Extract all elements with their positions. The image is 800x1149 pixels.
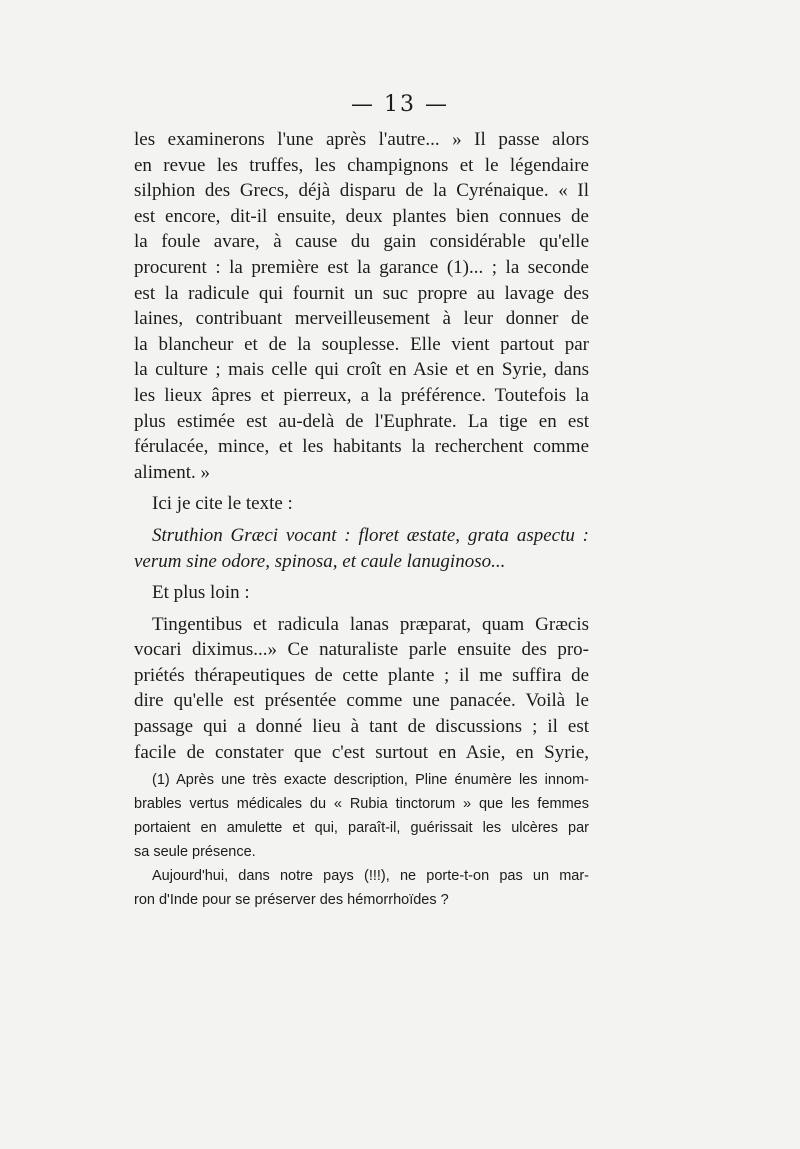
latin-quote-line: Struthion Græci vocant : floret æstate, grata aspectu : <box>152 524 589 546</box>
body-text <box>134 127 589 765</box>
text-line: passage qui a donné lieu à tant de discussions ; il est <box>134 716 589 738</box>
text-line: plus estimée est au-delà de l'Euphrate. La tige en est <box>134 410 589 432</box>
latin-quote-line: Tingentibus et radicula lanas præparat, quam Græcis <box>152 613 589 635</box>
text-line: est encore, dit-il ensuite, deux plantes bien connues de <box>134 205 589 227</box>
text-line: la culture ; mais celle qui croît en Asie et en Syrie, dans <box>134 359 589 381</box>
footnotes <box>134 768 589 912</box>
text-line: les examinerons l'une après l'autre... » Il passe alors <box>134 129 589 150</box>
text-line: la foule avare, à cause du gain considérable qu'elle <box>134 231 589 253</box>
text-line: facile de constater que c'est surtout en Asie, en Syrie, <box>134 741 589 763</box>
footnote-line: brables vertus médicales du « Rubia tinctorum » que les femmes <box>134 796 589 812</box>
text-line: Ici je cite le texte : <box>152 493 293 515</box>
text-line: priétés thérapeutiques de cette plante ; il me suffira de <box>134 664 589 686</box>
text-line: dire qu'elle est présentée comme une panacée. Voilà le <box>134 690 589 712</box>
footnote-line: (1) Après une très exacte description, Pline énumère les innom- <box>152 772 589 788</box>
text-line: est la radicule qui fournit un suc propre au lavage des <box>134 282 589 304</box>
text-line: les lieux âpres et pierreux, a la préférence. Toutefois la <box>134 384 589 406</box>
text-line: en revue les truffes, les champignons et le légendaire <box>134 154 589 176</box>
footnote-line: portaient en amulette et qui, paraît-il, guérissait les ulcères par <box>134 820 589 836</box>
text-line: procurent : la première est la garance (1)... ; la seconde <box>134 256 589 278</box>
text-line: laines, contribuant merveilleusement à leur donner de <box>134 308 589 330</box>
text-line: vocari diximus...» Ce naturaliste parle ensuite des pro- <box>134 639 589 661</box>
latin-quote-line: verum sine odore, spinosa, et caule lanuginoso... <box>134 550 506 572</box>
text-line: silphion des Grecs, déjà disparu de la Cyrénaique. « Il <box>134 180 589 202</box>
footnote-line: ron d'Inde pour se préserver des hémorrhoïdes ? <box>134 892 449 908</box>
text-line: la blancheur et de la souplesse. Elle vient partout par <box>134 333 589 355</box>
text-line: aliment. » <box>134 461 210 483</box>
footnote-line: sa seule présence. <box>134 844 256 860</box>
page-number: — 13 — <box>351 92 449 117</box>
text-line: férulacée, mince, et les habitants la recherchent comme <box>134 436 589 458</box>
text-line: Et plus loin : <box>152 582 250 604</box>
footnote-line: Aujourd'hui, dans notre pays (!!!), ne porte-t-on pas un mar- <box>152 868 589 884</box>
